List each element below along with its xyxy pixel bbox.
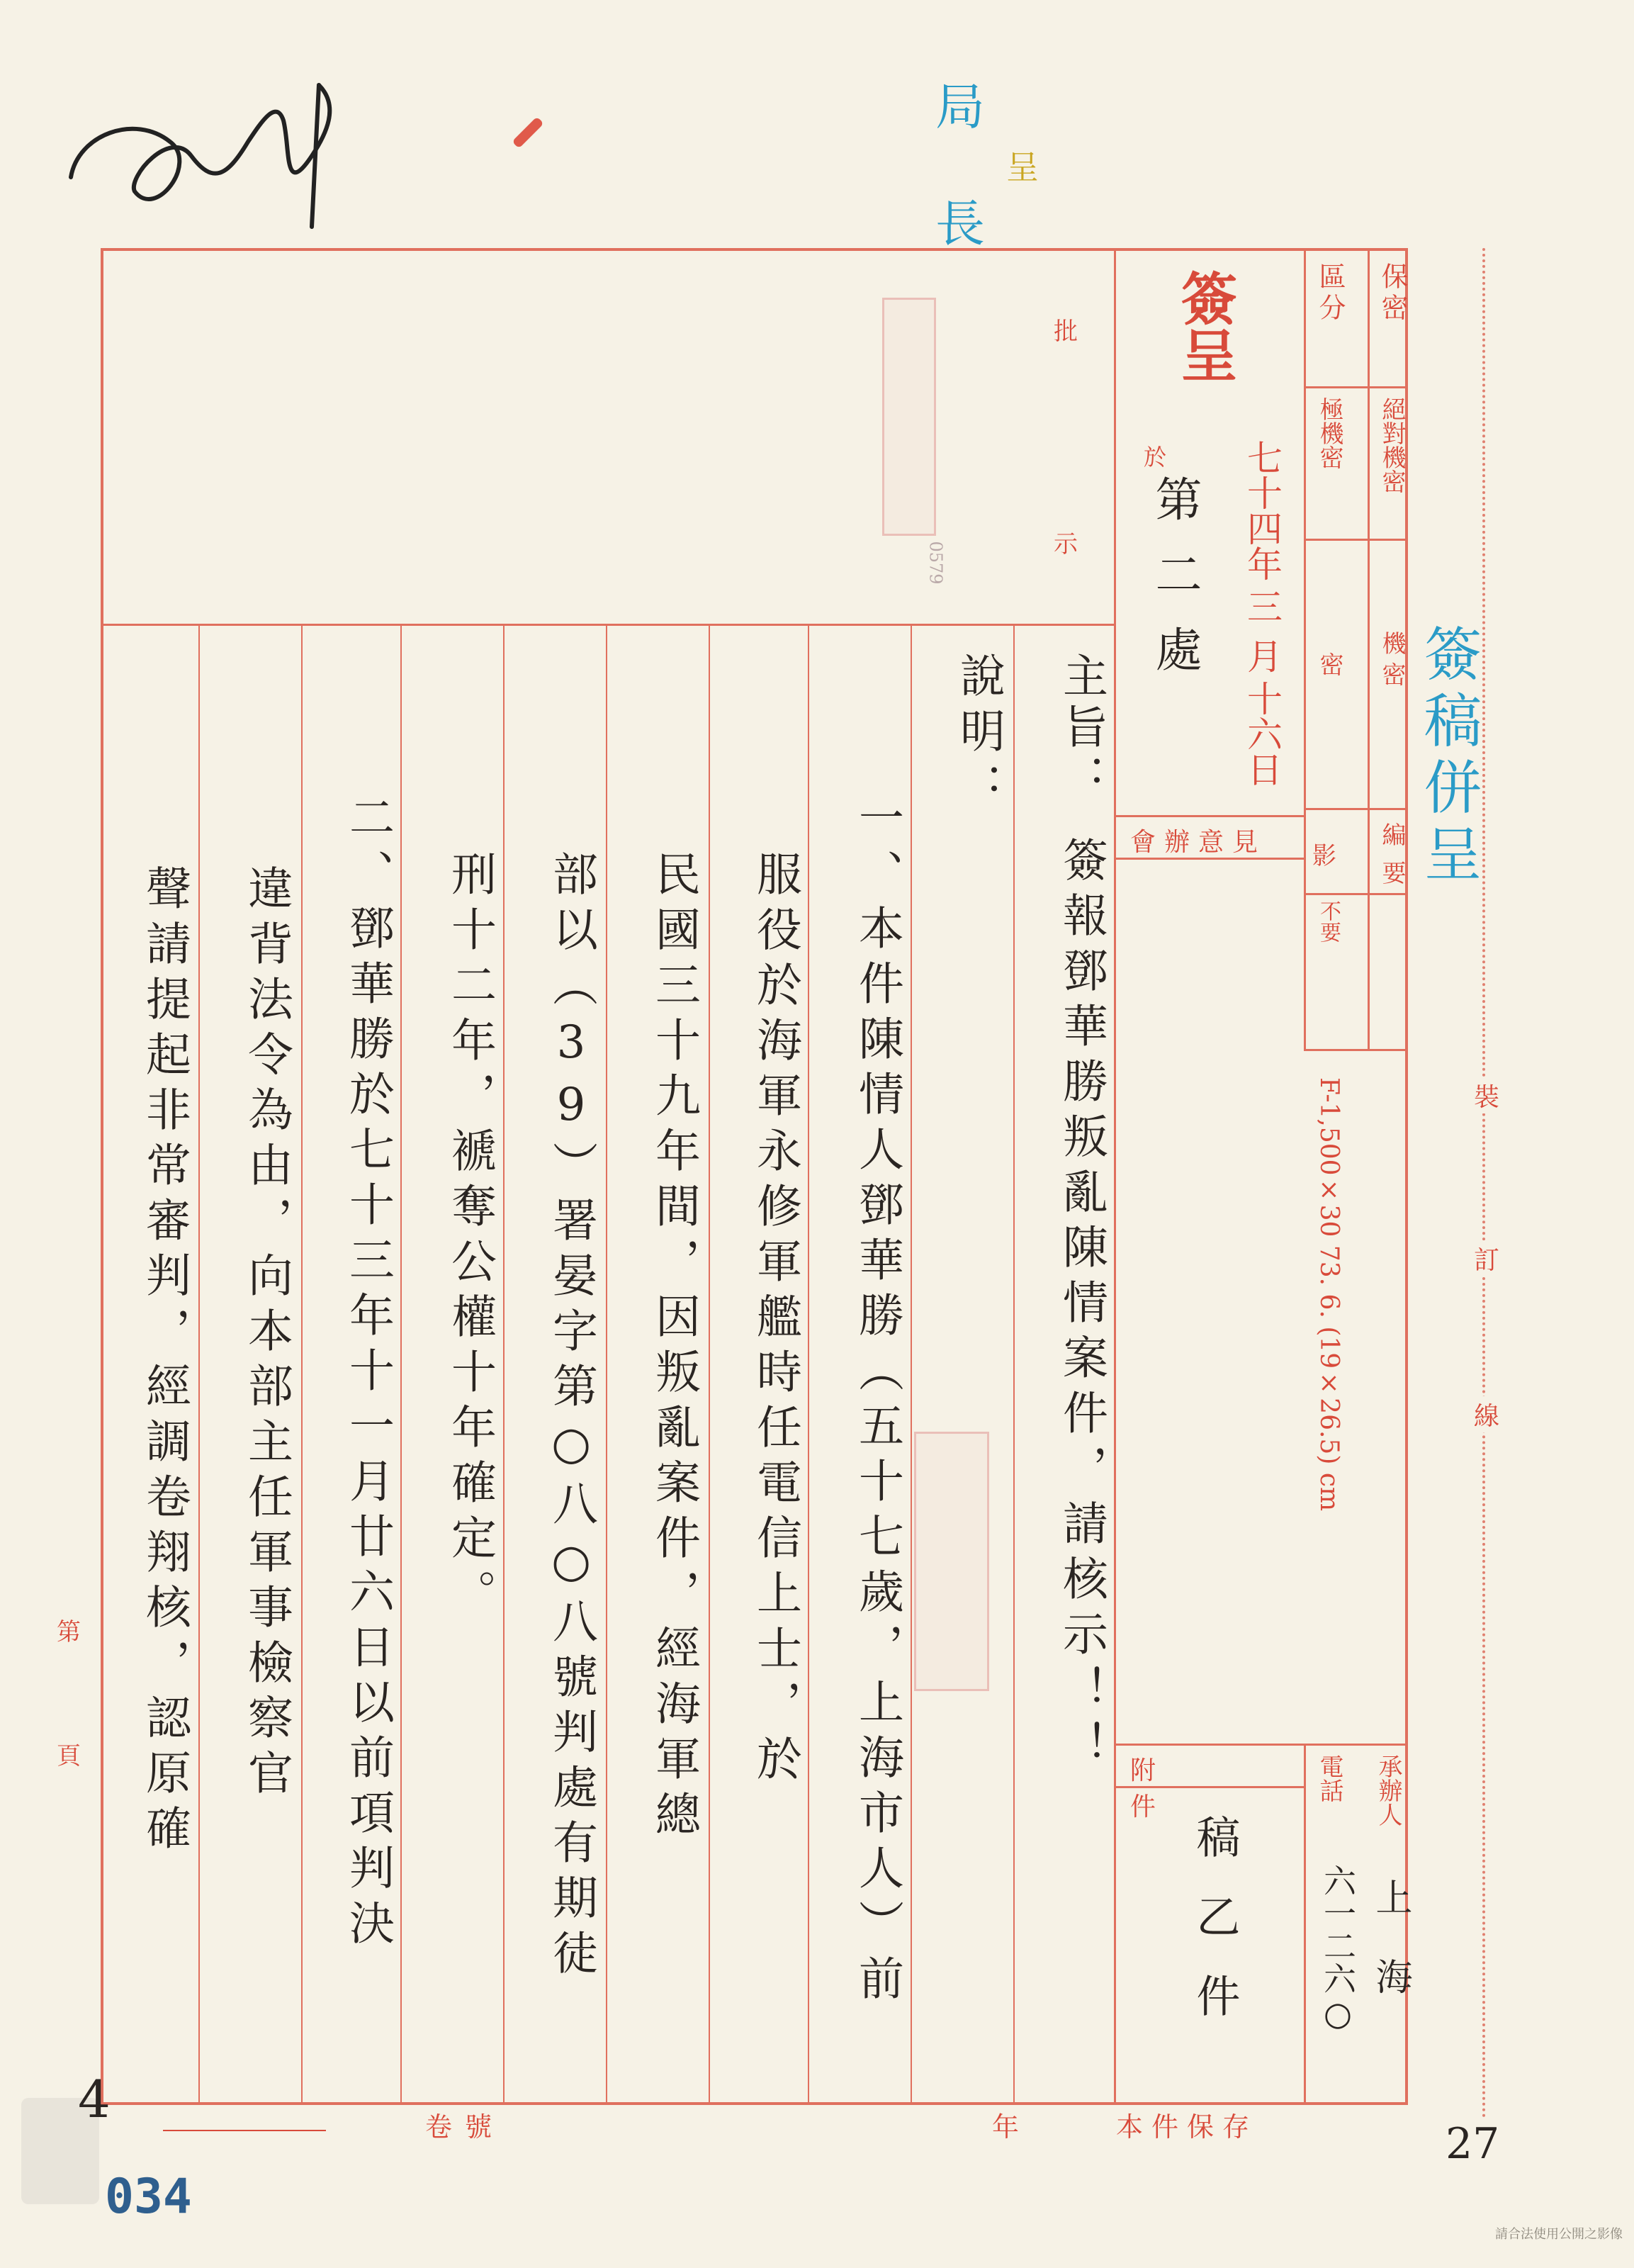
attachment-value: 稿乙件 [1189, 1814, 1241, 2053]
instruction-pi: 批 [1054, 318, 1078, 346]
edit-label: 編要 [1377, 822, 1406, 899]
retention-label: 本件保存 [1116, 2111, 1258, 2143]
body-column-5: 刑十二年，褫奪公權十年確定。 [444, 850, 496, 1624]
binding-label-ding: 訂 [1474, 1240, 1499, 1276]
date-day: 十六日 [1241, 680, 1283, 787]
archive-number: 034 [105, 2169, 192, 2225]
footer-notice: 請合法使用公開之影像 [1495, 2227, 1623, 2242]
binding-label-zhuang: 裝 [1474, 1077, 1499, 1113]
date-section: 第二處 [1147, 475, 1202, 700]
not-needed-label: 不要 [1316, 900, 1341, 943]
side-note: 簽稿併呈 [1414, 624, 1482, 890]
body-column-6: 二、鄧華勝於七十三年十一月廿六日以前項判決 [342, 794, 394, 1955]
date-year: 七十四年 [1241, 439, 1283, 581]
explanation-label: 說明： [952, 652, 1005, 818]
handler-name: 上海 [1369, 1878, 1412, 2037]
phone-label: 電話 [1315, 1754, 1343, 1802]
binding-label-xian: 線 [1474, 1396, 1499, 1432]
classification-header-qufen: 區分 [1314, 262, 1346, 325]
level-absolute-secret: 絕對機密 [1377, 397, 1406, 493]
director-zhang: 長 [935, 195, 985, 253]
year-label: 年 [992, 2111, 1020, 2143]
level-secret: 機密 [1377, 631, 1406, 693]
level-confidential: 密 [1315, 652, 1343, 676]
director-ju: 局 [935, 78, 985, 136]
date-month: 三月 [1241, 588, 1283, 687]
body-column-8: 聲請提起非常審判，經調卷翔核，認原確 [138, 865, 191, 1860]
body-column-7: 違背法令為由，向本部主任軍事檢察官 [240, 865, 293, 1804]
handwritten-number-scribble [50, 57, 347, 241]
seal-stamp-top [882, 298, 936, 536]
binding-dotted-line [1482, 248, 1485, 2119]
subject-text: 簽報鄧華勝叛亂陳情案件，請核示！！ [1055, 836, 1108, 1776]
doc-type: 簽呈 [1171, 269, 1238, 383]
classification-header-baomi: 保密 [1377, 262, 1408, 325]
page-label-di: 第 [57, 1618, 81, 1646]
date-yu: 於 [1144, 444, 1167, 471]
body-column-1: 一、本件陳情人鄧華勝（五十七歲，上海市人）前 [851, 794, 903, 2010]
volume-number-label: 卷號 [425, 2111, 505, 2143]
photo-label: 影 [1312, 842, 1336, 870]
attachment-label: 附件 [1130, 1756, 1256, 1821]
red-pencil-mark [512, 116, 543, 148]
page-label-ye: 頁 [57, 1742, 81, 1770]
handler-label: 承辦人 [1374, 1754, 1402, 1826]
handler-phone: 六一二六○ [1319, 1864, 1357, 2033]
director-mark: 呈 [1006, 148, 1039, 186]
instruction-shi: 示 [1054, 530, 1078, 558]
body-column-2: 服役於海軍永修軍艦時任電信上士，於 [749, 850, 801, 1790]
level-top-secret: 極機密 [1315, 397, 1343, 469]
corner-bottom-right: 27 [1446, 2119, 1500, 2169]
seal-stamp-middle [914, 1432, 989, 1691]
corner-mark: 4 [78, 2070, 111, 2129]
form-spec: F-1,500×30 73. 6. (19×26.5) cm [1314, 1077, 1343, 1512]
body-column-4: 部以（39）署晏字第○八○八號判處有期徒 [545, 850, 597, 1984]
meeting-opinion-label: 會辦意見 [1130, 828, 1267, 857]
stamp-number: 0579 [925, 541, 946, 585]
body-column-3: 民國三十九年間，因叛亂案件，經海軍總 [648, 850, 700, 1846]
subject-label: 主旨： [1055, 652, 1108, 805]
